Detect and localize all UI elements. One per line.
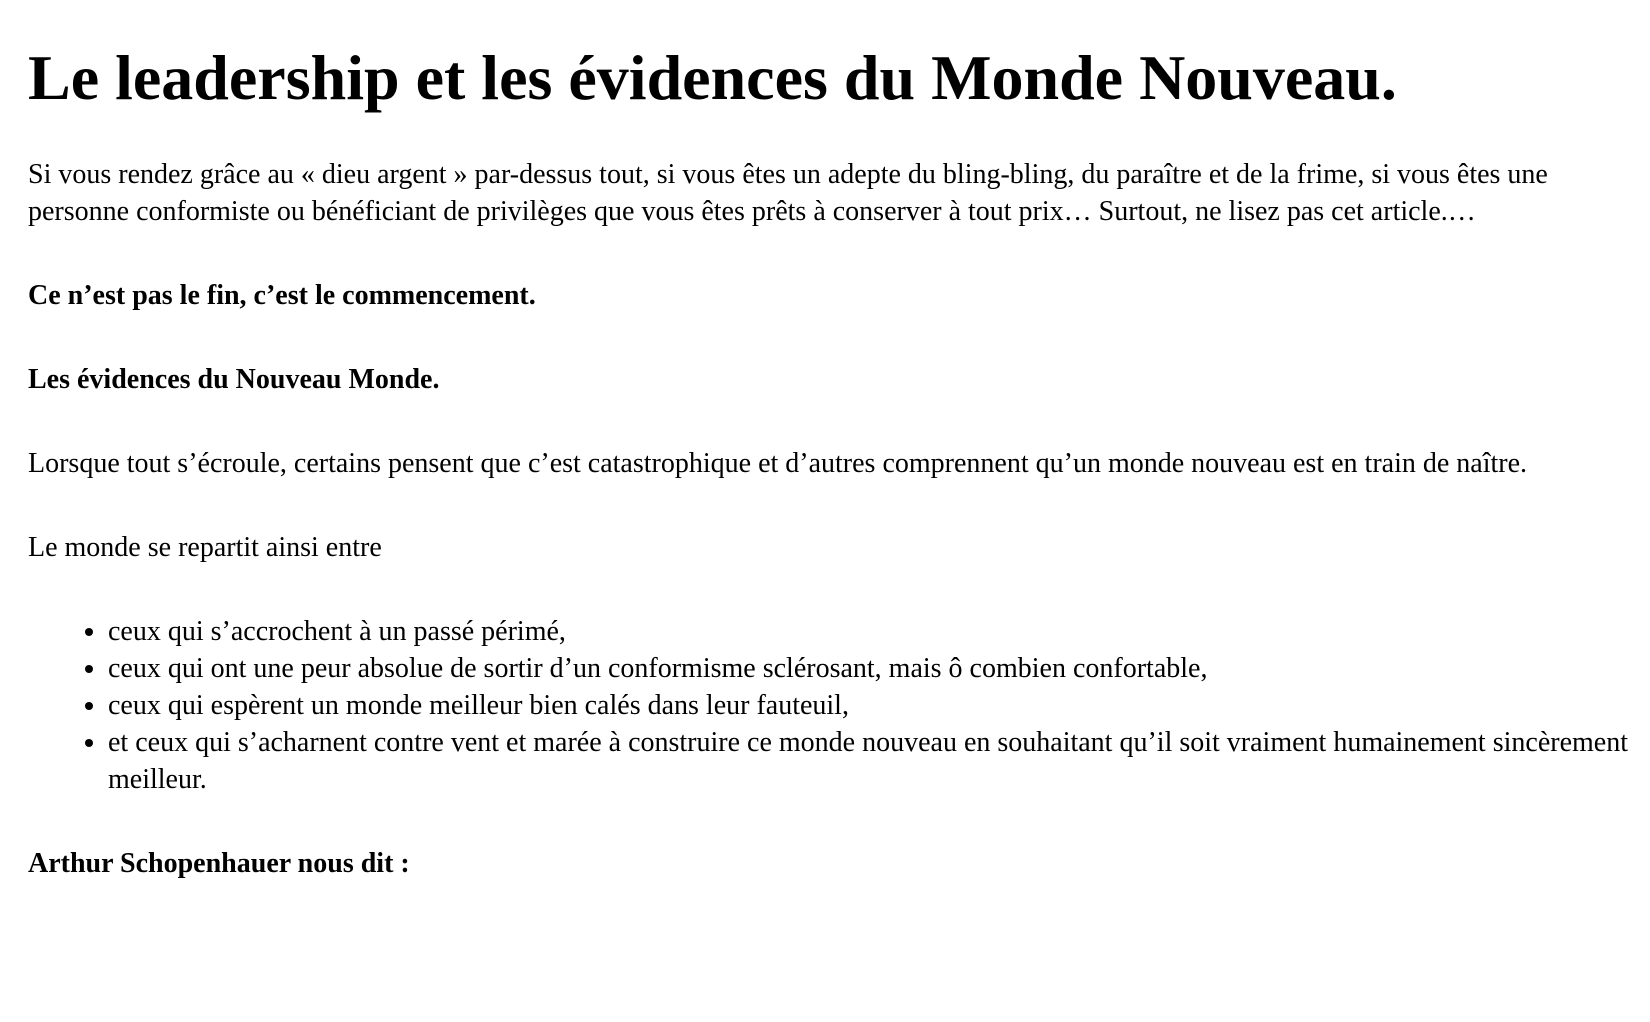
intro-paragraph: Si vous rendez grâce au « dieu argent » par-dessus tout, si vous êtes un adepte du bling-bling, du paraître et de la frime, si vous êtes une personne conformiste ou bénéficiant de privilèges que vous êtes prêts à conserver à tout prix… Surtout, ne lisez pas cet article.…: [28, 159, 1548, 227]
list-item: • ceux qui espèrent un monde meilleur bien calés dans leur fauteuil,: [108, 687, 1634, 724]
subheading-schopenhauer: Arthur Schopenhauer nous dit :: [28, 848, 410, 879]
paragraph-world-divided: Le monde se repartit ainsi entre: [28, 532, 382, 563]
list-item: • et ceux qui s’acharnent contre vent et marée à construire ce monde nouveau en souhaitant qu’il soit vraiment humainement sincèrement meilleur.: [108, 724, 1634, 798]
page-title: Le leadership et les évidences du Monde Nouveau.: [28, 42, 1397, 113]
subheading-end-beginning: Ce n’est pas le fin, c’est le commencement.: [28, 280, 536, 311]
article: [0, 40, 1650, 882]
subheading-new-world: Les évidences du Nouveau Monde.: [28, 364, 440, 395]
paragraph-collapse: Lorsque tout s’écroule, certains pensent que c’est catastrophique et d’autres comprennent qu’un monde nouveau est en train de naître.: [28, 448, 1528, 479]
list-item: • ceux qui ont une peur absolue de sortir d’un conformisme sclérosant, mais ô combien confortable,: [108, 650, 1634, 687]
people-list: [28, 613, 1634, 798]
list-item: • ceux qui s’accrochent à un passé périmé,: [108, 613, 1634, 650]
